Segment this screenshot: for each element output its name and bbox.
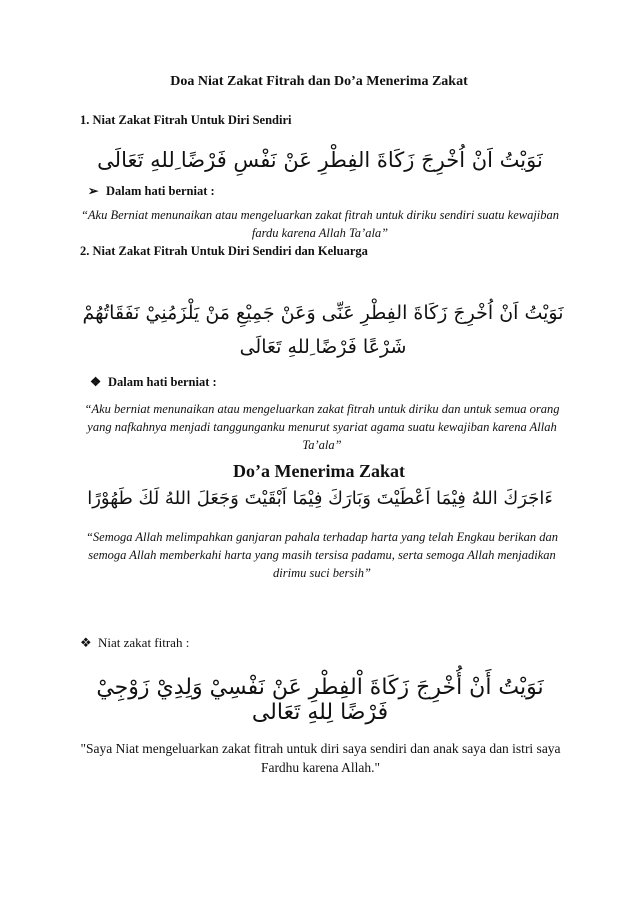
section-2-heading: 2. Niat Zakat Fitrah Untuk Diri Sendiri dan Keluarga bbox=[80, 244, 368, 258]
section-1-arabic: نَوَيْتُ اَنْ اُخْرِجَ زَكَاةَ الفِطْرِ عَنْ نَفْسِ فَرْضًا ِللهِ تَعَالَى bbox=[97, 148, 543, 172]
section-4-bullet bbox=[80, 635, 189, 651]
section-1-bullet-label: Dalam hati berniat : bbox=[106, 184, 215, 198]
section-4-arabic: نَوَيْتُ أَنْ أُخْرِجَ زَكَاةَ اْلفِطْرِ عَنْ نَفْسِيْ وَلِدِيْ زَوْجِيْ فَرْضًا لِلهِ تَعَالى bbox=[96, 675, 544, 725]
section-4-bullet-label: Niat zakat fitrah : bbox=[98, 635, 190, 650]
section-3-translation: “Semoga Allah melimpahkan ganjaran pahala terhadap harta yang telah Engkau berikan dan semoga Allah memberkahi harta yang masih tersisa padamu, serta semoga Allah menjadikan dirimu suci bersih” bbox=[85, 530, 559, 580]
section-3-arabic: ءَاجَرَكَ اللهُ فِيْمَا اَعْطَيْتَ وَبَارَكَ فِيْمَا اَبْقَيْتَ وَجَعَلَ اللهُ لَكَ طَهُوْرًا bbox=[87, 488, 553, 509]
section-3-heading: Do’a Menerima Zakat bbox=[233, 461, 405, 481]
arrow-bullet-icon: ➢ bbox=[88, 184, 99, 198]
section-2-translation: “Aku berniat menunaikan atau mengeluarkan zakat fitrah untuk diriku dan untuk semua orang yang nafkahnya menjadi tanggunganku menurut syariat agama suatu kewajiban karena Allah Ta’ala” bbox=[84, 402, 560, 452]
section-2-arabic: نَوَيْتُ اَنْ اُخْرِجَ زَكَاةَ الفِطْرِ عَنِّى وَعَنْ جَمِيْعِ مَنْ يَلْزَمُنِيْ نَفَقَاتُهُمْ شَرْعًا فَرْضًا ِللهِ تَعَالَى bbox=[82, 302, 564, 358]
section-2-bullet-label: Dalam hati berniat : bbox=[108, 375, 217, 389]
diamond-bullet-icon: ❖ bbox=[80, 635, 92, 650]
diamond-bullet-icon: ❖ bbox=[90, 375, 102, 389]
section-2-bullet bbox=[90, 374, 217, 390]
section-1-bullet bbox=[88, 183, 215, 199]
section-1-translation: “Aku Berniat menunaikan atau mengeluarkan zakat fitrah untuk diriku sendiri suatu kewajiban fardu karena Allah Ta’ala” bbox=[80, 208, 560, 240]
section-4-translation: "Saya Niat mengeluarkan zakat fitrah untuk diri saya sendiri dan anak saya dan istri saya Fardhu karena Allah." bbox=[80, 741, 561, 775]
section-1-heading: 1. Niat Zakat Fitrah Untuk Diri Sendiri bbox=[80, 113, 292, 127]
page-title: Doa Niat Zakat Fitrah dan Do’a Menerima Zakat bbox=[170, 74, 468, 89]
